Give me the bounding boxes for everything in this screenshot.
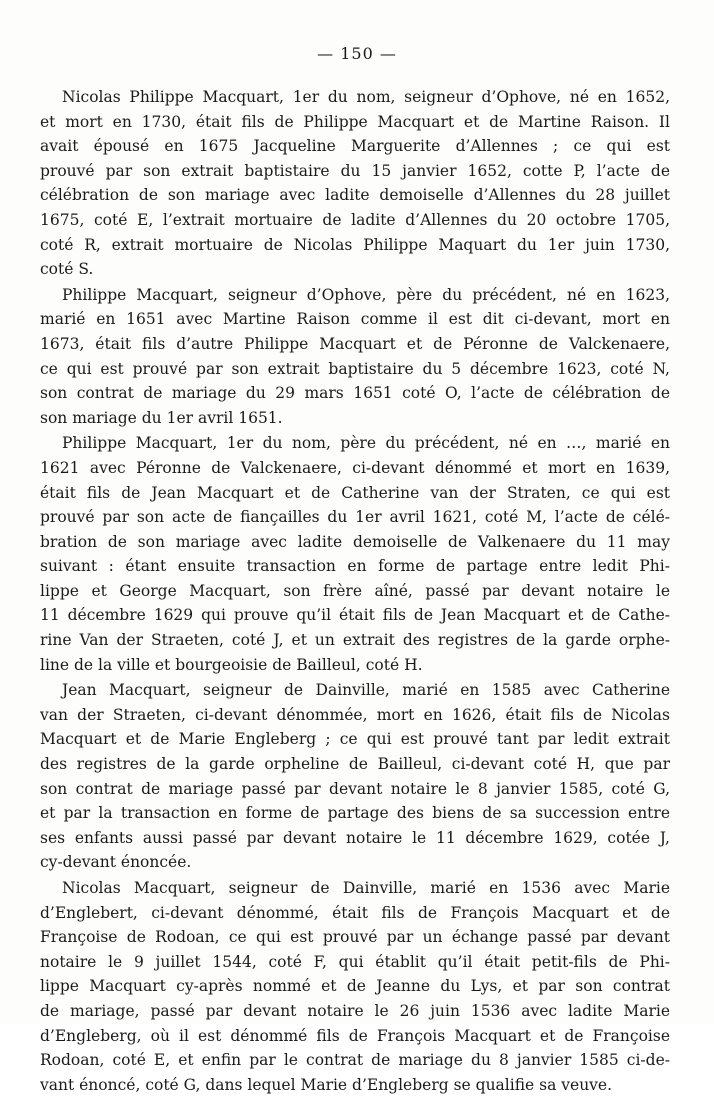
text-line: bration de son mariage avec ladite demoiselle de Valkenaere du 11 may [40, 532, 670, 551]
text-line: van der Straeten, ci-devant dénommée, mort en 1626, était fils de Nicolas [40, 705, 670, 724]
body-text [40, 85, 670, 1098]
paragraph-philippe [40, 283, 670, 431]
text-line: notaire le 9 juillet 1544, coté F, qui établit qu’il était petit-fils de Phi- [40, 952, 670, 971]
text-line: et par la transaction en forme de partage des biens de sa succession entre [40, 804, 670, 823]
text-line: Philippe Macquart, 1er du nom, père du précédent, né en …, marié en [62, 434, 670, 453]
text-line: Jean Macquart, seigneur de Dainville, marié en 1585 avec Catherine [62, 681, 670, 700]
text-line: coté S. [40, 260, 94, 279]
text-line: Philippe Macquart, seigneur d’Ophove, père du précédent, né en 1623, [62, 285, 670, 304]
paragraph-philippe-first [40, 431, 670, 677]
text-line: prouvé par son acte de fiançailles du 1er avril 1621, coté M, l’acte de célé- [40, 508, 670, 527]
text-line: son mariage du 1er avril 1651. [40, 408, 283, 427]
text-line: Rodoan, coté E, et enfin par le contrat de mariage du 8 janvier 1585 ci-de- [40, 1051, 670, 1070]
text-line: Nicolas Macquart, seigneur de Dainville, marié en 1536 avec Marie [62, 879, 670, 897]
text-line: son contrat de mariage du 29 mars 1651 coté O, l’acte de célébration de [40, 384, 670, 403]
text-line: 1675, coté E, l’extrait mortuaire de ladite d’Allennes du 20 octobre 1705, [40, 210, 670, 229]
text-line: de mariage, passé par devant notaire le 26 juin 1536 avec ladite Marie [40, 1001, 670, 1020]
text-line: line de la ville et bourgeoisie de Bailleul, coté H. [40, 655, 423, 674]
text-line: d’Englebert, ci-devant dénommé, était fils de François Macquart et de [40, 903, 670, 922]
text-line: 11 décembre 1629 qui prouve qu’il était fils de Jean Macquart et de Cathe- [40, 606, 670, 625]
paragraph-nicolas [40, 876, 670, 1097]
text-line: ce qui est prouvé par son extrait baptistaire du 5 décembre 1623, coté N, [40, 359, 670, 378]
text-line: Macquart et de Marie Engleberg ; ce qui est prouvé tant par ledit extrait [40, 730, 670, 749]
text-line: avait épousé en 1675 Jacqueline Marguerite d’Allennes ; ce qui est [40, 137, 670, 156]
text-line: rine Van der Straeten, coté J, et un extrait des registres de la garde orphe- [40, 631, 670, 650]
text-line: lippe et George Macquart, son frère aîné, passé par devant notaire le [40, 581, 670, 600]
text-line: était fils de Jean Macquart et de Catherine van der Straten, ce qui est [40, 483, 670, 502]
text-line: coté R, extrait mortuaire de Nicolas Philippe Maquart du 1er juin 1730, [40, 235, 670, 254]
page-number: — 150 — [317, 44, 397, 63]
text-line: 1621 avec Péronne de Valckenaere, ci-devant dénommé et mort en 1639, [40, 458, 670, 477]
text-line: célébration de son mariage avec ladite demoiselle d’Allennes du 28 juillet [40, 186, 670, 205]
text-line: cy-devant énoncée. [40, 853, 192, 872]
text-line: son contrat de mariage passé par devant notaire le 8 janvier 1585, coté G, [40, 779, 670, 798]
text-line: 1673, était fils d’autre Philippe Macquart et de Péronne de Valckenaere, [40, 334, 670, 353]
text-line: lippe Macquart cy-après nommé et de Jeanne du Lys, et par son contrat [40, 977, 670, 996]
text-line: prouvé par son extrait baptistaire du 15 janvier 1652, cotte P, l’acte de [40, 161, 670, 180]
text-line: Nicolas Philippe Macquart, 1er du nom, seigneur d’Ophove, né en 1652, [62, 88, 670, 106]
paragraph-jean [40, 678, 670, 875]
text-line: Françoise de Rodoan, ce qui est prouvé par un échange passé par devant [40, 928, 670, 947]
text-line: et mort en 1730, était fils de Philippe Macquart et de Martine Raison. Il [40, 112, 670, 131]
paragraph-nicolas-philippe [40, 85, 670, 282]
text-line: marié en 1651 avec Martine Raison comme il est dit ci-devant, mort en [40, 310, 670, 329]
text-line: vant énoncé, coté G, dans lequel Marie d’Engleberg se qualifie sa veuve. [40, 1075, 613, 1094]
text-line: ses enfants aussi passé par devant notaire le 11 décembre 1629, cotée J, [40, 828, 670, 847]
text-line: suivant : étant ensuite transaction en forme de partage entre ledit Phi- [40, 557, 670, 576]
text-line: des registres de la garde orpheline de Bailleul, ci-devant coté H, que par [40, 755, 670, 774]
text-line: d’Engleberg, où il est dénommé fils de François Macquart et de Françoise [40, 1026, 670, 1045]
